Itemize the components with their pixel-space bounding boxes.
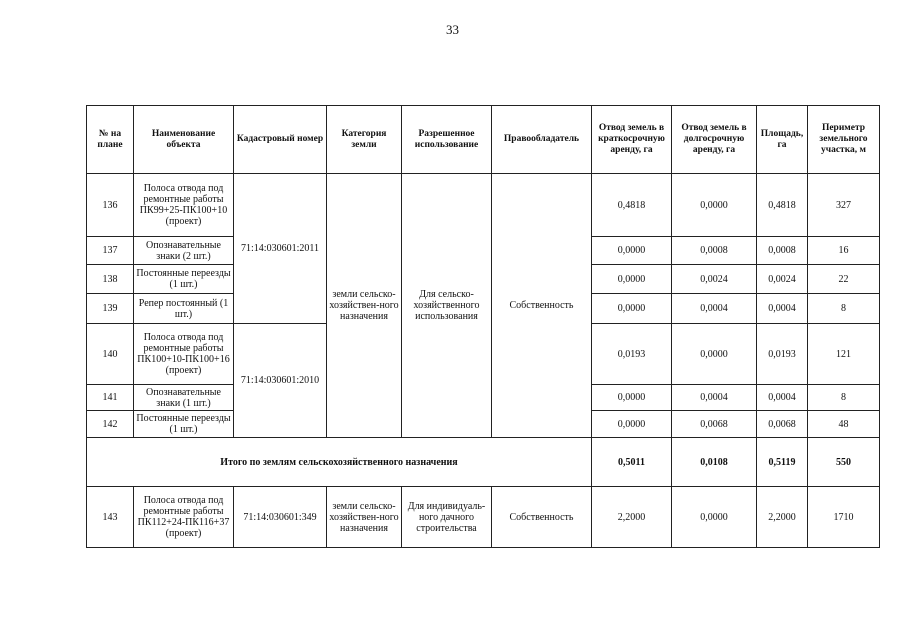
page-number: 33 <box>446 22 459 37</box>
area-value: 2,2000 <box>757 487 808 548</box>
long-lease-value: 0,0008 <box>672 237 757 265</box>
long-lease-value: 0,0000 <box>672 174 757 237</box>
row-number: 137 <box>87 237 134 265</box>
header-plan-number: № на плане <box>87 106 134 174</box>
short-lease-value: 0,0000 <box>592 385 672 411</box>
perimeter-value: 327 <box>808 174 880 237</box>
short-lease-value: 0,4818 <box>592 174 672 237</box>
short-lease-value: 0,0000 <box>592 265 672 294</box>
area-value: 0,0024 <box>757 265 808 294</box>
header-area: Площадь, га <box>757 106 808 174</box>
owner: Собственность <box>492 487 592 548</box>
perimeter-value: 8 <box>808 294 880 324</box>
header-permitted-use: Разрешенное использование <box>402 106 492 174</box>
object-name: Полоса отвода под ремонтные работы ПК112+24-ПК116+37 (проект) <box>134 487 234 548</box>
object-name: Опознавательные знаки (2 шт.) <box>134 237 234 265</box>
header-object-name: Наименование объекта <box>134 106 234 174</box>
object-name: Опознавательные знаки (1 шт.) <box>134 385 234 411</box>
header-owner: Правообладатель <box>492 106 592 174</box>
area-value: 0,0193 <box>757 324 808 385</box>
perimeter-value: 16 <box>808 237 880 265</box>
row-number: 136 <box>87 174 134 237</box>
object-name: Полоса отвода под ремонтные работы ПК99+25-ПК100+10 (проект) <box>134 174 234 237</box>
short-lease-value: 0,0000 <box>592 411 672 438</box>
header-long-lease: Отвод земель в долгосрочную аренду, га <box>672 106 757 174</box>
area-value: 0,4818 <box>757 174 808 237</box>
land-category: земли сельско-хозяйствен-ного назначения <box>327 487 402 548</box>
row-number: 140 <box>87 324 134 385</box>
row-number: 143 <box>87 487 134 548</box>
owner: Собственность <box>492 174 592 438</box>
header-land-category: Категория земли <box>327 106 402 174</box>
long-lease-value: 0,0068 <box>672 411 757 438</box>
object-name: Полоса отвода под ремонтные работы ПК100+10-ПК100+16 (проект) <box>134 324 234 385</box>
short-lease-value: 2,2000 <box>592 487 672 548</box>
perimeter-value: 1710 <box>808 487 880 548</box>
long-lease-value: 0,0024 <box>672 265 757 294</box>
total-short-lease: 0,5011 <box>592 438 672 487</box>
header-cadastral-number: Кадастровый номер <box>234 106 327 174</box>
area-value: 0,0004 <box>757 294 808 324</box>
total-long-lease: 0,0108 <box>672 438 757 487</box>
perimeter-value: 8 <box>808 385 880 411</box>
row-number: 139 <box>87 294 134 324</box>
long-lease-value: 0,0000 <box>672 324 757 385</box>
cadastral-number: 71:14:030601:2010 <box>234 324 327 438</box>
row-number: 138 <box>87 265 134 294</box>
perimeter-value: 48 <box>808 411 880 438</box>
permitted-use: Для сельско-хозяйственного использования <box>402 174 492 438</box>
row-number: 141 <box>87 385 134 411</box>
land-allocation-table <box>86 105 880 548</box>
short-lease-value: 0,0000 <box>592 294 672 324</box>
object-name: Постоянные переезды (1 шт.) <box>134 265 234 294</box>
area-value: 0,0008 <box>757 237 808 265</box>
total-row <box>87 438 880 487</box>
object-name: Постоянные переезды (1 шт.) <box>134 411 234 438</box>
table-row <box>87 487 880 548</box>
header-short-lease: Отвод земель в краткосрочную аренду, га <box>592 106 672 174</box>
area-value: 0,0068 <box>757 411 808 438</box>
total-label: Итого по землям сельскохозяйственного назначения <box>87 438 592 487</box>
long-lease-value: 0,0004 <box>672 294 757 324</box>
header-perimeter: Периметр земельного участка, м <box>808 106 880 174</box>
perimeter-value: 121 <box>808 324 880 385</box>
short-lease-value: 0,0000 <box>592 237 672 265</box>
long-lease-value: 0,0000 <box>672 487 757 548</box>
header-row <box>87 106 880 174</box>
perimeter-value: 22 <box>808 265 880 294</box>
object-name: Репер постоянный (1 шт.) <box>134 294 234 324</box>
total-area: 0,5119 <box>757 438 808 487</box>
table-row <box>87 174 880 237</box>
cadastral-number: 71:14:030601:2011 <box>234 174 327 324</box>
area-value: 0,0004 <box>757 385 808 411</box>
cadastral-number: 71:14:030601:349 <box>234 487 327 548</box>
land-category: земли сельско-хозяйствен-ного назначения <box>327 174 402 438</box>
permitted-use: Для индивидуаль-ного дачного строительства <box>402 487 492 548</box>
total-perimeter: 550 <box>808 438 880 487</box>
row-number: 142 <box>87 411 134 438</box>
short-lease-value: 0,0193 <box>592 324 672 385</box>
long-lease-value: 0,0004 <box>672 385 757 411</box>
